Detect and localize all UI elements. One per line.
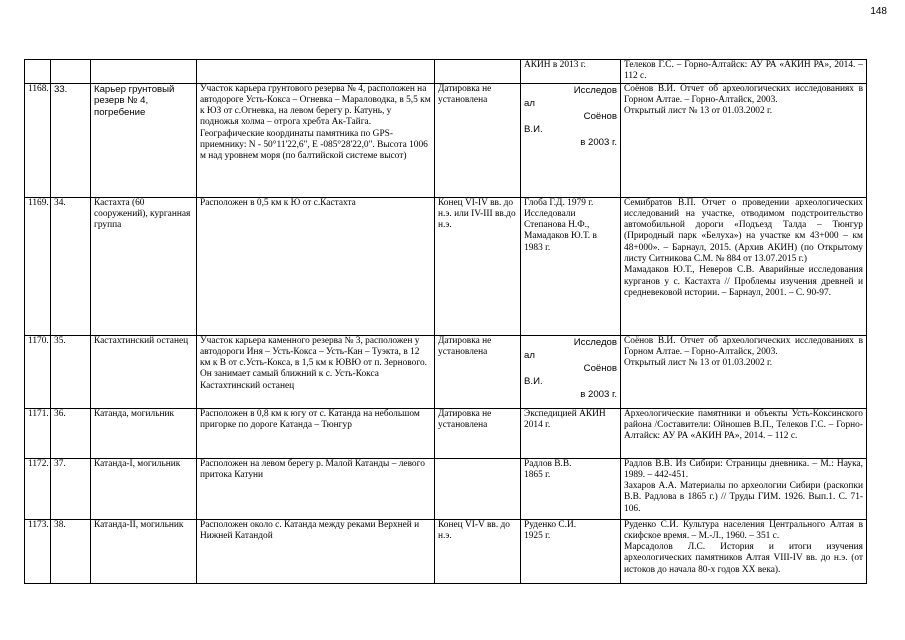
row-researcher: АКИН в 2013 г. (521, 60, 621, 84)
row-sub: 34. (51, 197, 91, 335)
row-num: 1172. (25, 458, 51, 519)
page-number: 148 (870, 6, 887, 17)
table-row (25, 519, 867, 583)
table-row (25, 83, 867, 197)
monuments-table (24, 59, 867, 584)
row-location (197, 60, 435, 84)
researcher-line: в 2003 г. (580, 136, 617, 148)
researcher-line: Соёнов (583, 362, 617, 374)
row-name: Катанда, могильник (91, 408, 197, 458)
row-sub (51, 60, 91, 84)
row-num: 1170. (25, 335, 51, 408)
row-sub: 36. (51, 408, 91, 458)
table-row (25, 408, 867, 458)
row-location: Расположен в 0,8 км к югу от с. Катанда на небольшом пригорке по дороге Катанда – Тюнгур (197, 408, 435, 458)
researcher-line: Соёнов (583, 110, 617, 122)
row-researcher (521, 335, 621, 408)
row-name: Карьер грунтовый резерв № 4, погребение (91, 83, 197, 197)
row-researcher: Глоба Г.Д. 1979 г. Исследовали Степанова Н.Ф., Мамадаков Ю.Т. в 1983 г. (521, 197, 621, 335)
row-sub: 37. (51, 458, 91, 519)
row-researcher: Руденко С.И. 1925 г. (521, 519, 621, 583)
row-researcher: Радлов В.В. 1865 г. (521, 458, 621, 519)
row-sub: 35. (51, 335, 91, 408)
row-name: Катанда-II, могильник (91, 519, 197, 583)
row-dating: Конец VI-V вв. до н.э. (435, 519, 521, 583)
row-researcher: Экспедицией АКИН 2014 г. (521, 408, 621, 458)
row-literature: Соёнов В.И. Отчет об археологических исследованиях в Горном Алтае. – Горно-Алтайск, 2003. Открытый лист № 13 от 01.03.2002 г. (621, 335, 867, 408)
row-sub: 38. (51, 519, 91, 583)
row-num: 1169. (25, 197, 51, 335)
row-num (25, 60, 51, 84)
table-row (25, 335, 867, 408)
row-dating: Датировка не установлена (435, 83, 521, 197)
table-row (25, 458, 867, 519)
row-location: Расположен на левом берегу р. Малой Катанды – левого притока Катуни (197, 458, 435, 519)
row-dating (435, 458, 521, 519)
row-location: Участок карьера каменного резерва № 3, расположен у автодороги Иня – Усть-Кокса – Усть-Кан – Туэкта, в 12 км к В от с.Усть-Кокса, в 1,5 км к ЮВЮ от п. Зернового. Он занимает самый ближний к с. Усть-Кокса Кастахтинский останец (197, 335, 435, 408)
researcher-line: В.И. (524, 375, 543, 387)
row-researcher (521, 83, 621, 197)
table-row (25, 197, 867, 335)
row-literature: Археологические памятники и объекты Усть-Коксинского района /Составители: Ойношев В.П., Телеков Г.С. – Горно-Алтайск: АУ РА «АКИН РА», 2014. – 112 с. (621, 408, 867, 458)
row-dating: Датировка не установлена (435, 408, 521, 458)
row-literature: Радлов В.В. Из Сибири: Страницы дневника. – М.: Наука, 1989. – 442-451. Захаров А.А. Материалы по археологии Сибири (раскопки В.В. Радлова в 1865 г.) // Труды ГИМ. 1926. Вып.1. С. 71-106. (621, 458, 867, 519)
row-dating: Конец VI-IV вв. до н.э. или IV-III вв.до н.э. (435, 197, 521, 335)
row-name: Кастахтинский останец (91, 335, 197, 408)
row-location: Расположен в 0,5 км к Ю от с.Кастахта (197, 197, 435, 335)
row-location: Участок карьера грунтового резерва № 4, расположен на автодороге Усть-Кокса – Огневка – Мараловодка, в 5,5 км к ЮЗ от с.Огневка, на левом берегу р. Катунь, у подножья холма – отрога хребта Ак-Тайга. Географические координаты памятника по GPS-приемнику: N - 50°11'22,6", E -085°28'22,0". Высота 1006 м над уровнем моря (по балтийской системе высот) (197, 83, 435, 197)
row-sub: 33. (51, 83, 91, 197)
researcher-line: в 2003 г. (580, 388, 617, 400)
row-name: Кастахта (60 сооружений), курганная группа (91, 197, 197, 335)
row-literature: Соёнов В.И. Отчет об археологических исследованиях в Горном Алтае. – Горно-Алтайск, 2003. Открытый лист № 13 от 01.03.2002 г. (621, 83, 867, 197)
row-dating (435, 60, 521, 84)
row-location: Расположен около с. Катанда между реками Верхней и Нижней Катандой (197, 519, 435, 583)
row-literature: Телеков Г.С. – Горно-Алтайск: АУ РА «АКИН РА», 2014. – 112 с. (621, 60, 867, 84)
row-num: 1173. (25, 519, 51, 583)
row-literature: Семибратов В.П. Отчет о проведении археологических исследований на участке, отводимом подстроительство автомобильной дороги «Подъезд Талда – Тюнгур (Природный парк «Белуха») на участке км 43+000 – км 48+000». – Барнаул, 2015. (Архив АКИН) (по Открытому листу Ситникова С.М. № 884 от 13.07.2015 г.) Мамадаков Ю.Т., Неверов С.В. Аварийные исследования курганов у с. Кастахта // Проблемы изучения древней и средневековой истории. – Барнаул, 2001. – С. 90-97. (621, 197, 867, 335)
row-num: 1171. (25, 408, 51, 458)
researcher-line: Исследов (573, 336, 617, 348)
researcher-line: Исследов (573, 84, 617, 96)
row-num: 1168. (25, 83, 51, 197)
row-literature: Руденко С.И. Культура населения Центрального Алтая в скифское время. – М.-Л., 1960. – 351 с. Марсадолов Л.С. История и итоги изучения археологических памятников Алтая VIII-IV вв. до н.э. (от истоков до начала 80-х годов XX века). (621, 519, 867, 583)
row-name: Катанда-I, могильник (91, 458, 197, 519)
researcher-line: В.И. (524, 123, 543, 135)
table-row (25, 60, 867, 84)
row-name (91, 60, 197, 84)
researcher-line: ал (524, 349, 535, 361)
row-dating: Датировка не установлена (435, 335, 521, 408)
researcher-line: ал (524, 97, 535, 109)
